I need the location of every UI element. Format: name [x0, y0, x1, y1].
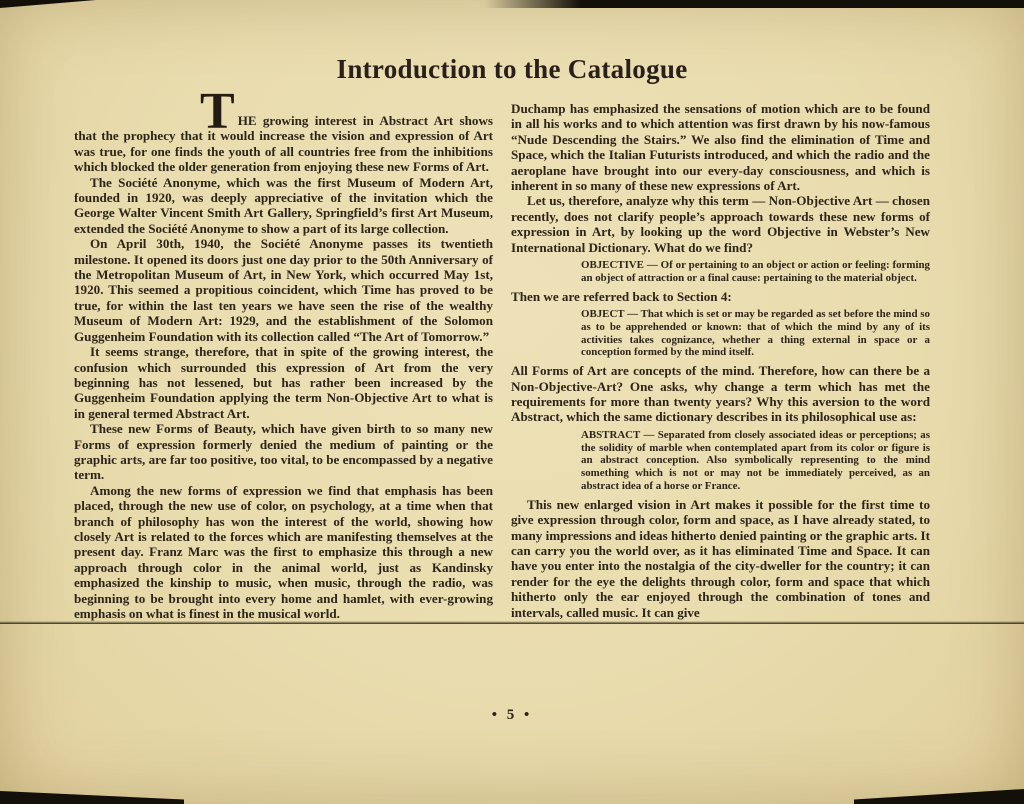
dictionary-definition-object: OBJECT — That which is set or may be regarded as set before the mind so as to be apprehended or known: that of which the mind by any of its activities takes cognizance, whether a thing external in space or a conception formed by the mind itself. [581, 308, 930, 359]
left-column [74, 83, 493, 621]
paragraph: It seems strange, therefore, that in spite of the growing interest, the confusion which surrounded this expression of Art from the very beginning has not lessened, but has rather been increased by the Guggenheim Foundation applying the term Non-Objective Art to what is in general termed Abstract Art. [74, 344, 493, 421]
paragraph [74, 83, 493, 175]
paragraph: Duchamp has emphasized the sensations of motion which are to be found in all his works and to which attention was first drawn by his now-famous “Nude Descending the Stairs.” We also find the elimination of Time and Space, which the Italian Futurists introduced, and which the radio and the aeroplane have brought into our every-day consciousness, and which is inherent in so many of these new expressions of Art. [511, 101, 930, 194]
two-column-text [0, 85, 1024, 621]
paragraph: Then we are referred back to Section 4: [511, 288, 732, 304]
page-title: Introduction to the Catalogue [336, 54, 688, 84]
paragraph: The Société Anonyme, which was the first Museum of Modern Art, founded in 1920, was deeply appreciative of the invitation which the George Walter Vincent Smith Art Gallery, Springfield’s first Art Museum, extended the Société Anonyme to show a part of its large collection. [74, 174, 493, 236]
paragraph: On April 30th, 1940, the Société Anonyme passes its twentieth milestone. It opened its doors just one day prior to the 50th Anniversary of the Metropolitan Museum of Art, in New York, which occurred May 1st, 1920. This seemed a propitious coincident, which Time has proved to be true, for within the last ten years we have seen the rise of the wealthy Museum of Modern Art: 1929, and the establishment of the Solomon Guggenheim Foundation with its collection called “The Art of Tomorrow.” [74, 236, 493, 344]
drop-cap-initial: T [200, 83, 235, 140]
paragraph: Among the new forms of expression we find that emphasis has been placed, through the new use of color, on psychology, at a time when that branch of philosophy has won the interest of the world, showing how closely Art is related to the forces which are manifesting themselves at the present day. Franz Marc was the first to emphasize this through a new approach through color in the animal world, just as Kandinsky emphasized the kinship to music, when music, through the radio, was beginning to be brought into every home and hamlet, with ever-growing emphasis on what is finest in the musical world. [74, 482, 493, 621]
right-column [511, 101, 930, 621]
scan-edge-artifact-top-right [484, 0, 1024, 8]
dictionary-definition-abstract: ABSTRACT — Separated from closely associated ideas or perceptions; as the solidity of marble when contemplated apart from its color or figure is an abstract conception. Also symbolically representing to the mind something which is not or may not be immediately perceived, as an abstract idea of a horse or France. [581, 428, 930, 493]
scan-edge-artifact-bottom-right [854, 789, 1024, 804]
paragraph: All Forms of Art are concepts of the mind. Therefore, how can there be a Non-Objective-Art? One asks, why change a term which has met the requirements for more than twenty years? Why this aversion to the word Abstract, which the same dictionary describes in its philosophical use as: [511, 363, 930, 425]
paragraph-text: HE growing interest in Abstract Art shows that the prophecy that it would increase the vision and expression of Art was true, for one finds the youth of all countries free from the inhibitions which blocked the older generation from enjoying these new Forms of Art. [74, 113, 493, 175]
paragraph: These new Forms of Beauty, which have given birth to so many new Forms of expression formerly denied the medium of painting or the graphic arts, are far too positive, too vital, to be encompassed by a negative term. [74, 421, 493, 483]
paragraph: Let us, therefore, analyze why this term — Non-Objective Art — chosen recently, does not clarify people’s approach towards these new forms of expression in Art, by looking up the word Objective in Webster’s New International Dictionary. What do we find? [511, 193, 930, 255]
paragraph: This new enlarged vision in Art makes it possible for the first time to give expression through color, form and space, as I have already stated, to many impressions and ideas hitherto denied painting or the graphic arts. It can carry you the world over, as it has eliminated Time and Space. It can have you enter into the nostalgia of the city-dweller for the country; it can render for the eye the delights through color, form and space that which hitherto only the ear enjoyed through the combination of tones and intervals, called music. It can give [511, 496, 930, 620]
scan-edge-artifact-bottom-left [0, 791, 184, 804]
page-number: • 5 • [491, 707, 533, 723]
scan-edge-shadow-bottom [0, 621, 1024, 624]
dictionary-definition-objective: OBJECTIVE — Of or pertaining to an object or action or feeling: forming an object of attraction or a final cause: pertaining to the material object. [581, 259, 930, 284]
